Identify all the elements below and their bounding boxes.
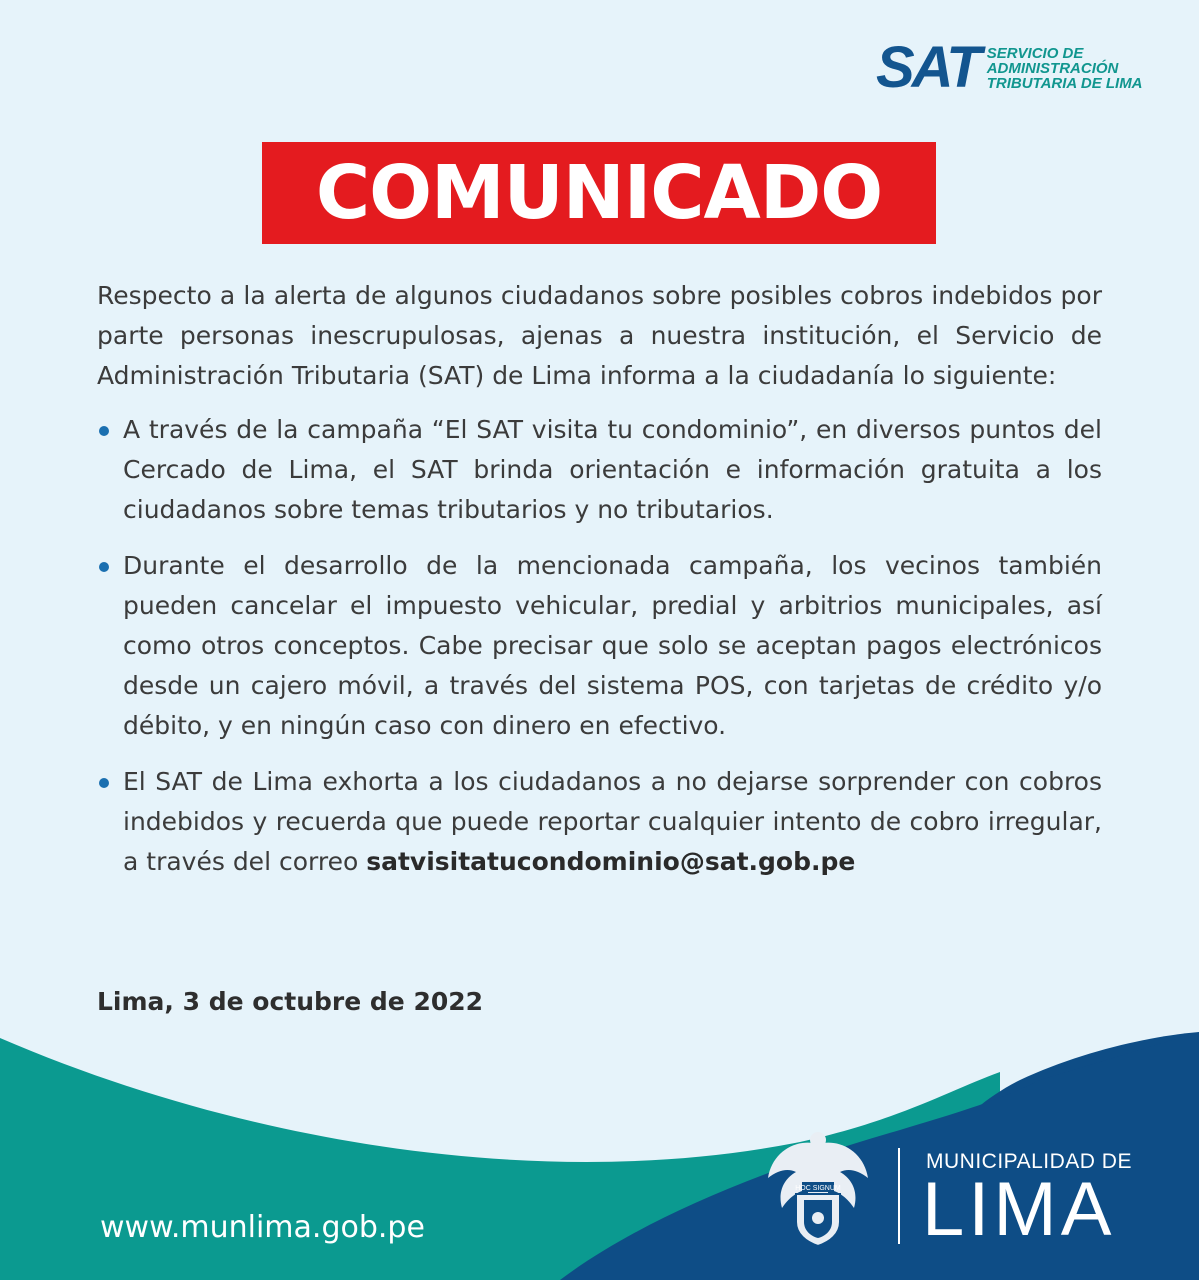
lima-crest-icon [766,1126,870,1250]
page-title: COMUNICADO [315,150,883,236]
intro-paragraph: Respecto a la alerta de algunos ciudadanos sobre posibles cobros indebidos por parte personas inescrupulosas, ajenas a nuestra institución, el Servicio de Administración Tributaria (SAT) de Lima informa a la ciudadanía lo siguiente: [97,281,1102,390]
title-banner [262,142,936,244]
list-item [97,410,1102,530]
sat-logo [876,35,1143,100]
communique-body [97,276,1102,898]
municipality-label: MUNICIPALIDAD DE [926,1150,1132,1173]
bullet-dot-icon [99,562,109,572]
bullet-text: Durante el desarrollo de la mencionada campaña, los vecinos también pueden cancelar el impuesto vehicular, predial y arbitrios municipales, así como otros conceptos. Cabe precisar que solo se aceptan pagos electrónicos desde un cajero móvil, a través del sistema POS, con tarjetas de crédito y/o débito, y en ningún caso con dinero en efectivo. [123,551,1102,740]
bullet-list [97,410,1102,882]
crest-text: HOC SIGNUM [795,1185,841,1192]
list-item [97,762,1102,882]
bullet-text: El SAT de Lima exhorta a los ciudadanos a no dejarse sorprender con cobros indebidos y recuerda que puede reportar cualquier intento de cobro irregular, a través del correo [123,767,1102,876]
bullet-text: A través de la campaña “El SAT visita tu condominio”, en diversos puntos del Cercado de Lima, el SAT brinda orientación e información gratuita a los ciudadanos sobre temas tributarios y no tributarios. [123,415,1102,524]
contact-email[interactable]: satvisitatucondominio@sat.gob.pe [366,847,856,876]
municipality-name: LIMA [922,1167,1116,1252]
sat-logo-subtitle [987,46,1143,91]
list-item [97,546,1102,746]
bullet-dot-icon [99,778,109,788]
issue-date: Lima, 3 de octubre de 2022 [97,987,484,1016]
sat-logo-line: TRIBUTARIA DE LIMA [986,74,1143,92]
sat-logo-line: SERVICIO DE [986,44,1084,62]
sat-logo-mark: SAT [876,35,979,100]
sat-logo-line: ADMINISTRACIÓN [986,59,1119,77]
bullet-dot-icon [99,426,109,436]
website-url[interactable]: www.munlima.gob.pe [100,1210,425,1245]
footer-divider [898,1148,900,1244]
